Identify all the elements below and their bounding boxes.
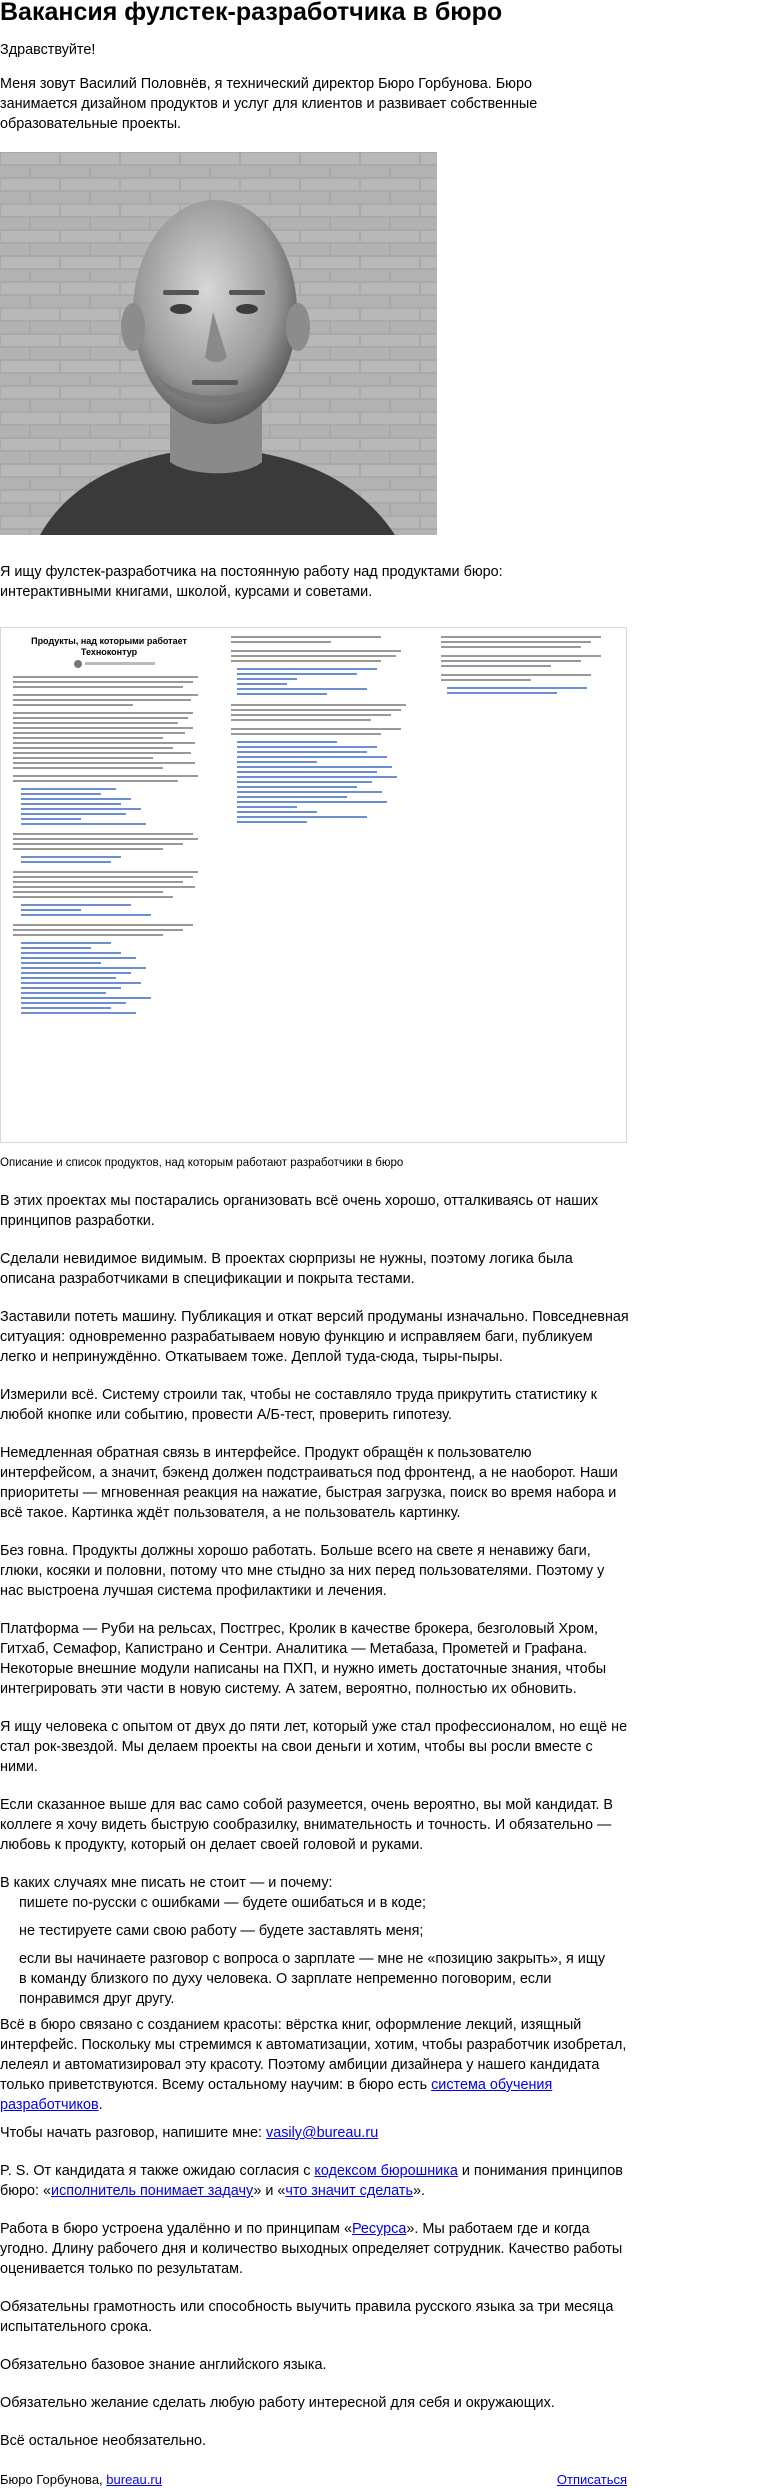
paragraph-1: В этих проектах мы постарались организовать всё очень хорошо, отталкиваясь от наших принципов разработки. — [0, 1193, 599, 1229]
footer-org-text: Бюро Горбунова, — [0, 2472, 107, 2487]
paragraph-10: В каких случаях мне писать не стоит — и почему: — [0, 1875, 333, 1891]
beauty-end: . — [98, 2097, 103, 2113]
unsubscribe-link[interactable]: Отписаться — [556, 2472, 627, 2487]
paragraph-6: Без говна. Продукты должны хорошо работать. Больше всего на свете я ненавижу баги, глюки, косяки и половни, потому что мне стыдно за них перед пользователями. Поэтому у нас выстроена лучшая система профилактики и лечения. — [0, 1543, 605, 1599]
paragraph-4: Измерили всё. Систему строили так, чтобы не составляло труда прикрутить статистику к любой кнопке или событию, провести А/Б-тест, проверить гипотезу. — [0, 1387, 597, 1423]
requirement-english: Обязательно базовое знание английского языка. — [0, 2357, 327, 2373]
contact-text: Чтобы начать разговор, напишите мне: — [0, 2125, 267, 2141]
intro-paragraph: Меня зовут Василий Половнёв, я технический директор Бюро Горбунова. Бюро занимается дизайном продуктов и услуг для клиентов и развивает собственные образовательные проекты. — [0, 76, 538, 132]
remote-text-b: ». Мы работаем где и когда угодно. Длину рабочего дня и количество выходных определяет сотрудник. Качество работы оценивается только по результатам. — [0, 2221, 623, 2277]
contact-paragraph — [0, 2123, 630, 2143]
remote-text-a: Работа в бюро устроена удалённо и по принципам « — [0, 2221, 352, 2237]
portrait-photo — [0, 152, 437, 535]
beauty-text: Всё в бюро связано с созданием красоты: вёрстка книг, оформление лекций, изящный интерфейс. Поскольку мы стремимся к автоматизации, хотим, чтобы разработчик изобретал, лелеял и автоматизировал эту красоту. Поэтому амбиции дизайнера у нашего кандидата только приветствуются. Всему остальному научим: в бюро есть — [0, 2017, 627, 2093]
paragraph-3: Заставили потеть машину. Публикация и откат версий продуманы изначально. Повседневная ситуация: одновременно разрабатываем новую функцию и исправляем баги, публикуем легко и непринуждённо. Откатываем тоже. Деплой туда-сюда, тыры-пыры. — [0, 1309, 629, 1365]
reasons-list — [19, 1893, 609, 2017]
paragraph-2: Сделали невидимое видимым. В проектах сюрпризы не нужны, поэтому логика была описана разработчиками в спецификации и покрыта тестами. — [0, 1251, 573, 1287]
greeting: Здравствуйте! — [0, 42, 96, 58]
footer-org — [0, 2472, 162, 2488]
products-screenshot — [0, 627, 627, 1143]
ps-text-c: » и « — [253, 2183, 286, 2199]
ps-text-b: и понимания принципов бюро: « — [0, 2163, 623, 2199]
site-link[interactable]: bureau.ru — [106, 2472, 162, 2487]
principle-link-task[interactable]: исполнитель понимает задачу — [51, 2183, 254, 2199]
email-link[interactable]: vasily@bureau.ru — [266, 2125, 379, 2141]
screenshot-title: Продукты, над которыми работает Техноконтур — [31, 636, 187, 657]
page-title: Вакансия фулстек-разработчика в бюро — [0, 0, 503, 26]
requirement-interest: Обязательно желание сделать любую работу интересной для себя и окружающих. — [0, 2395, 555, 2411]
training-system-link[interactable]: система обучения разработчиков — [0, 2077, 553, 2113]
paragraph-9: Если сказанное выше для вас само собой разумеется, очень вероятно, вы мой кандидат. В коллеге я хочу видеть быструю сообразилку, внимательность и точность. И обязательно — любовь к продукту, который он делает своей головой и руками. — [0, 1797, 613, 1853]
requirement-rest: Всё остальное необязательно. — [0, 2433, 207, 2449]
requirement-literacy: Обязательны грамотность или способность выучить правила русского языка за три месяца испытательного срока. — [0, 2299, 614, 2335]
list-item: не тестируете сами свою работу — будете заставлять меня; — [19, 1923, 424, 1939]
list-item: если вы начинаете разговор с вопроса о зарплате — мне не «позицию закрыть», я ищу в команду близкого по духу человека. О зарплате непременно поговорим, если понравимся друг другу. — [19, 1951, 606, 2007]
paragraph-7: Платформа — Руби на рельсах, Постгрес, Кролик в качестве брокера, безголовый Хром, Гитхаб, Семафор, Капистрано и Сентри. Аналитика — Метабаза, Прометей и Графана. Некоторые внешние модули написаны на ПХП, и нужно иметь достаточные знания, чтобы интегрировать эти части в новую систему. А затем, вероятно, полностью их обновить. — [0, 1621, 607, 1697]
ps-text-a: P. S. От кандидата я также ожидаю согласия с — [0, 2163, 315, 2179]
ps-paragraph — [0, 2161, 630, 2201]
resource-link[interactable]: Ресурса — [351, 2221, 407, 2237]
paragraph-5: Немедленная обратная связь в интерфейсе. Продукт обращён к пользователю интерфейсом, а значит, бэкенд должен подстраиваться под фронтенд, а не наоборот. Наши приоритеты — мгновенная реакция на нажатие, быстрая загрузка, поиск во время набора и всё такое. Картинка ждёт пользователя, а не пользователь картинку. — [0, 1445, 618, 1521]
ps-text-d: ». — [412, 2183, 425, 2199]
seeking-paragraph: Я ищу фулстек-разработчика на постоянную работу над продуктами бюро: интерактивными книгами, школой, курсами и советами. — [0, 564, 503, 600]
code-link[interactable]: кодексом бюрошника — [314, 2163, 458, 2179]
remote-paragraph — [0, 2219, 630, 2279]
footer-unsubscribe — [557, 2472, 627, 2488]
beauty-paragraph — [0, 2015, 630, 2115]
paragraph-8: Я ищу человека с опытом от двух до пяти лет, который уже стал профессионалом, но ещё не стал рок-звездой. Мы делаем проекты на свои деньги и хотим, чтобы вы росли вместе с ними. — [0, 1719, 628, 1775]
principle-link-done[interactable]: что значит сделать — [285, 2183, 413, 2199]
screenshot-caption: Описание и список продуктов, над которым работают разработчики в бюро — [0, 1157, 404, 1169]
list-item: пишете по-русски с ошибками — будете ошибаться и в коде; — [19, 1895, 426, 1911]
